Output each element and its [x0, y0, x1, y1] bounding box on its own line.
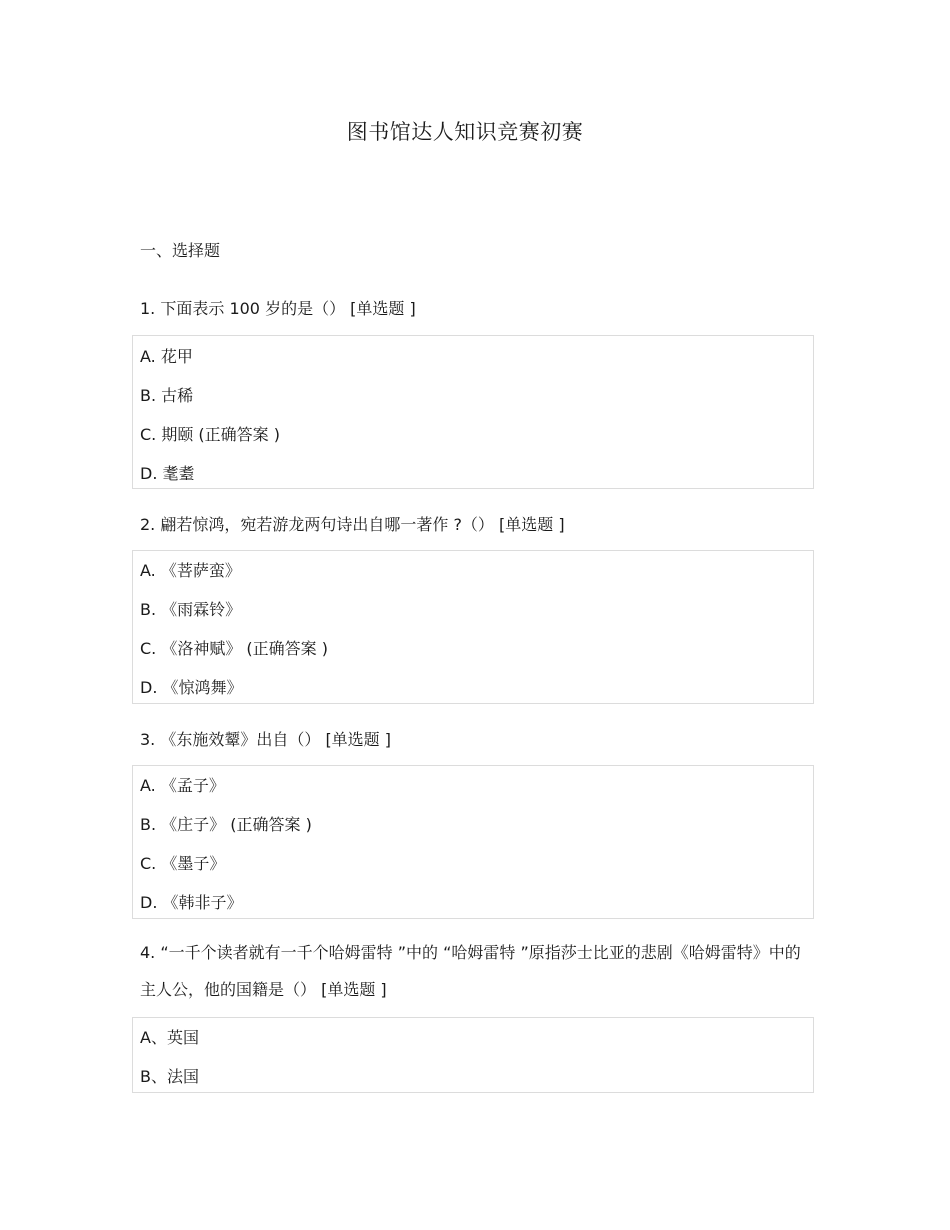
option-2-a: A. 《菩萨蛮》 [140, 561, 241, 580]
section-heading: 一、选择题 [140, 241, 221, 260]
question-2-options [132, 550, 814, 704]
option-3-c: C. 《墨子》 [140, 854, 226, 873]
option-3-a: A. 《孟子》 [140, 776, 225, 795]
option-1-c: C. 期颐 (正确答案 ) [140, 425, 281, 444]
question-2: 2. 翩若惊鸿，宛若游龙两句诗出自哪一著作 ?（） [单选题 ] [140, 515, 565, 534]
option-2-c: C. 《洛神赋》 (正确答案 ) [140, 639, 329, 658]
question-3-options [132, 765, 814, 919]
option-1-a: A. 花甲 [140, 347, 193, 366]
option-4-a: A、英国 [140, 1028, 199, 1047]
option-4-b: B、法国 [140, 1067, 199, 1086]
question-4: 4. “一千个读者就有一千个哈姆雷特 ”中的 “哈姆雷特 ”原指莎士比亚的悲剧《哈姆雷特》中的主人公，他的国籍是（） [单选题 ] [140, 943, 801, 999]
question-4-options [132, 1017, 814, 1093]
option-2-d: D. 《惊鸿舞》 [140, 678, 243, 697]
option-1-b: B. 古稀 [140, 386, 194, 405]
option-3-b: B. 《庄子》 (正确答案 ) [140, 815, 312, 834]
question-1-options [132, 335, 814, 489]
document-title: 图书馆达人知识竞赛初赛 [346, 120, 584, 144]
option-2-b: B. 《雨霖铃》 [140, 600, 242, 619]
option-1-d: D. 耄耋 [140, 464, 195, 483]
option-3-d: D. 《韩非子》 [140, 893, 243, 912]
question-3: 3. 《东施效颦》出自（） [单选题 ] [140, 730, 392, 749]
question-1: 1. 下面表示 100 岁的是（） [单选题 ] [140, 299, 416, 318]
